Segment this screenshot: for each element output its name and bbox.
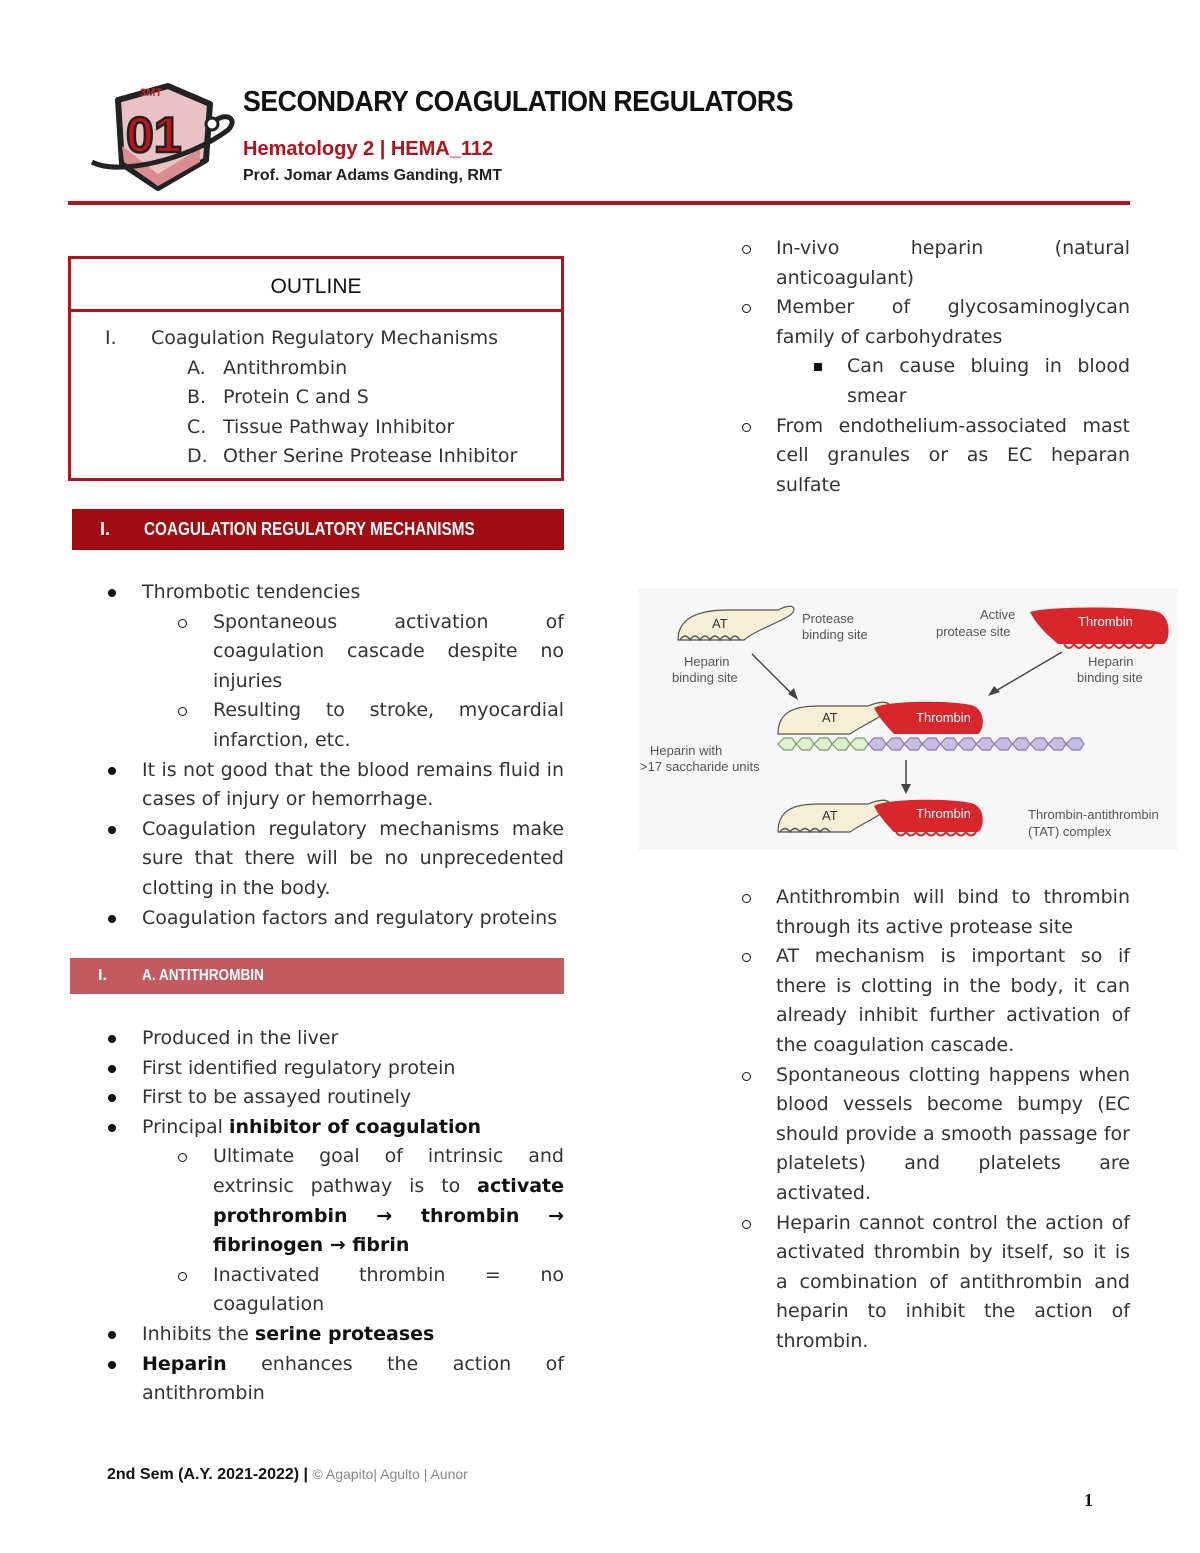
active-protease-label: Active — [980, 607, 1016, 622]
outline-heading: OUTLINE — [71, 259, 561, 312]
semester-label: 2nd Sem (A.Y. 2021-2022) — [107, 1466, 300, 1483]
at-label-bottom: AT — [822, 808, 838, 823]
authors-label: © Agapito| Agulto | Aunor — [312, 1466, 468, 1482]
outline-item[interactable]: C. Tissue Pathway Inhibitor — [187, 415, 455, 438]
list-item: Coagulation regulatory mechanisms make sure that there will be no unprecedented clotting in the body. — [72, 815, 564, 904]
header-divider — [68, 201, 1130, 205]
at-label-middle: AT — [822, 710, 838, 725]
list-item: Can cause bluing in blood smear — [672, 352, 1130, 411]
thrombin-label-top: Thrombin — [1078, 614, 1133, 629]
document-title: SECONDARY COAGULATION REGULATORS — [243, 86, 794, 118]
list-item: Inactivated thrombin = no coagulation — [72, 1261, 564, 1320]
list-item: Produced in the liver — [72, 1024, 564, 1054]
heparin-saccharide-label: Heparin with — [650, 743, 723, 758]
section1-bullets — [72, 578, 564, 933]
heparin-binding-label-left: Heparin — [684, 654, 730, 669]
logo-top-text: 3MT — [140, 87, 162, 99]
section2-bullets — [72, 1024, 564, 1409]
list-item: Thrombotic tendencies — [72, 578, 564, 608]
svg-text:protease site: protease site — [936, 624, 1011, 639]
subsection-heading-bar — [70, 958, 564, 994]
list-item: Principal inhibitor of coagulation — [72, 1113, 564, 1143]
antithrombin-notes — [672, 883, 1130, 1357]
section-title: COAGULATION REGULATORY MECHANISMS — [144, 519, 475, 539]
outline-item[interactable]: I. Coagulation Regulatory Mechanisms — [105, 327, 499, 349]
svg-text:(TAT) complex: (TAT) complex — [1028, 824, 1112, 839]
heparin-chain — [778, 738, 1084, 750]
list-item: Resulting to stroke, myocardial infarction, etc. — [72, 696, 564, 755]
list-item: In-vivo heparin (natural anticoagulant) — [672, 234, 1130, 293]
list-item: It is not good that the blood remains fluid in cases of injury or hemorrhage. — [72, 756, 564, 815]
list-item: AT mechanism is important so if there is clotting in the body, it can already inhibit further activation of the coagulation cascade. — [672, 942, 1130, 1060]
subsection-title: A. ANTITHROMBIN — [142, 967, 264, 984]
at-label-top: AT — [712, 616, 728, 631]
heparin-notes — [672, 234, 1130, 500]
section-heading-bar — [72, 509, 564, 550]
page-footer: 2nd Sem (A.Y. 2021-2022) | © Agapito| Agulto | Aunor — [107, 1466, 468, 1483]
list-item: First to be assayed routinely — [72, 1083, 564, 1113]
svg-text:binding site: binding site — [802, 627, 868, 642]
section-number: I. — [100, 519, 111, 539]
tat-complex-label: Thrombin-antithrombin — [1028, 807, 1159, 822]
outline-item[interactable]: A. Antithrombin — [187, 356, 348, 379]
svg-text:binding site: binding site — [1077, 670, 1143, 685]
subsection-number: I. — [98, 967, 107, 984]
list-item: Coagulation factors and regulatory proteins — [72, 904, 564, 934]
list-item: Spontaneous activation of coagulation cascade despite no injuries — [72, 608, 564, 697]
page-number: 1 — [1084, 1490, 1093, 1510]
course-subtitle: Hematology 2 | HEMA_112 — [243, 138, 494, 160]
logo-number: 01 — [126, 107, 182, 163]
list-item: Spontaneous clotting happens when blood vessels become bumpy (EC should provide a smooth passage for platelets) and platelets are activated. — [672, 1061, 1130, 1209]
outline-item[interactable]: B. Protein C and S — [187, 386, 369, 409]
thrombin-label-middle: Thrombin — [916, 710, 971, 725]
heparin-binding-label-right: Heparin — [1088, 654, 1134, 669]
outline-item[interactable]: D. Other Serine Protease Inhibitor — [187, 445, 518, 468]
outline-box — [68, 256, 564, 481]
course-logo — [88, 82, 238, 192]
outline-list — [71, 312, 561, 472]
list-item: First identified regulatory protein — [72, 1054, 564, 1084]
list-item: Member of glycosaminoglycan family of carbohydrates — [672, 293, 1130, 352]
list-item: Ultimate goal of intrinsic and extrinsic pathway is to activate prothrombin → thrombin → fibrinogen → fibrin — [72, 1142, 564, 1260]
thrombin-label-bottom: Thrombin — [916, 806, 971, 821]
list-item: Inhibits the serine proteases — [72, 1320, 564, 1350]
svg-text:>17 saccharide units: >17 saccharide units — [640, 759, 760, 774]
professor-name: Prof. Jomar Adams Ganding, RMT — [243, 167, 502, 184]
list-item: From endothelium-associated mast cell granules or as EC heparan sulfate — [672, 412, 1130, 501]
list-item: Antithrombin will bind to thrombin through its active protease site — [672, 883, 1130, 942]
protease-binding-label: Protease — [802, 611, 855, 626]
list-item: Heparin cannot control the action of activated thrombin by itself, so it is a combination of antithrombin and heparin to inhibit the action of thrombin. — [672, 1209, 1130, 1357]
antithrombin-heparin-diagram — [638, 588, 1178, 850]
svg-text:binding site: binding site — [672, 670, 738, 685]
list-item: Heparin enhances the action of antithrombin — [72, 1350, 564, 1409]
